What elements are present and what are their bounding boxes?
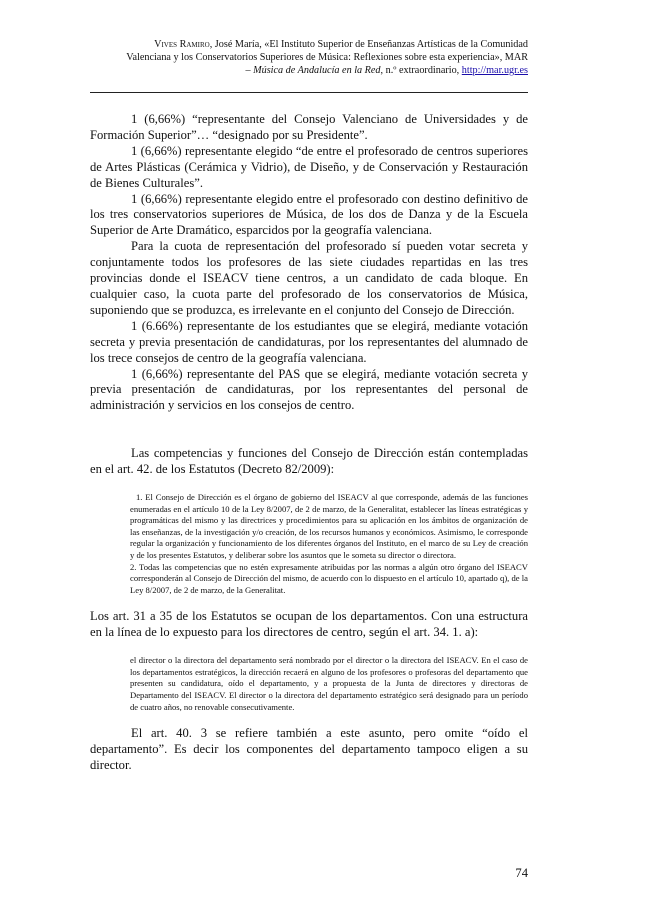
body-text	[90, 112, 528, 774]
page-number: 74	[515, 866, 528, 880]
spacer	[90, 596, 528, 609]
quote-1-item-1: 1. El Consejo de Dirección es el órgano de gobierno del ISEACV al que corresponde, además de las funciones enumeradas en el artículo 10 de la Ley 8/2007, de 2 de marzo, de la Generalitat, establecer las líneas estratégicas y programáticas del mismo y las directrices y procedimientos para su aplicación en los ámbitos de organización de las enseñanzas, de la investigación y/o creación, de los recursos humanos y económicos. Asimismo, le corresponde regular la organización y funcionamiento de los diferentes órganos del Instituto, en el marco de su Ley de creación y de los presentes Estatutos, y deliberar sobre los asuntos que le someta su director o directora.	[130, 492, 528, 560]
header-line-2: Valenciana y los Conservatorios Superiores de Música: Reflexiones sobre esta experiencia», MAR	[126, 52, 528, 63]
header-issue: , n.º extraordinario,	[380, 65, 462, 76]
header-journal: – Música de Andalucía en la Red	[245, 65, 381, 76]
paragraph-3: 1 (6,66%) representante elegido entre el profesorado con destino definitivo de los tres conservatorios superiores de Música, de los dos de Danza y de la Escuela Superior de Arte Dramático, esparcidos por la geografía valenciana.	[90, 191, 528, 238]
header-line-1-rest: , José María, «El Instituto Superior de Enseñanzas Artísticas de la Comunidad	[209, 39, 528, 50]
spacer	[90, 713, 528, 726]
paragraph-8: Los art. 31 a 35 de los Estatutos se ocupan de los departamentos. Con una estructura en la línea de lo expuesto para los directores de centro, según el art. 34. 1. a):	[90, 609, 528, 640]
spacer	[90, 478, 528, 492]
header-line-1	[90, 38, 528, 51]
paragraph-7: Las competencias y funciones del Consejo de Dirección están contempladas en el art. 42. de los Estatutos (Decreto 82/2009):	[90, 446, 528, 477]
block-quote-1	[130, 492, 528, 596]
paragraph-9: El art. 40. 3 se refiere también a este asunto, pero omite “oído el departamento”. Es decir los componentes del departamento tampoco eligen a su director.	[90, 726, 528, 772]
spacer	[90, 641, 528, 655]
paragraph-1: 1 (6,66%) “representante del Consejo Valenciano de Universidades y de Formación Superior”… “designado por su Presidente”.	[90, 112, 528, 142]
paragraph-5: 1 (6.66%) representante de los estudiantes que se elegirá, mediante votación secreta y previa presentación de candidaturas, por los representantes del alumnado de los trece consejos de centro de la geografía valenciana.	[90, 318, 528, 365]
block-quote-2	[130, 655, 528, 713]
header-line-3	[90, 64, 528, 77]
paragraph-6: 1 (6,66%) representante del PAS que se elegirá, mediante votación secreta y previa presentación de candidaturas, por los representantes del personal de administración y servicios en los consejos de centro.	[90, 366, 528, 413]
quote-2-text: el director o la directora del departamento será nombrado por el director o la directora del ISEACV. En el caso de los departamentos estratégicos, la dirección recaerá en alguno de los profesores o profesoras del departamento que presenten su candidatura, oído el departamento, y a propuesta de la Junta de directores y directoras de Departamento del ISEACV. El director o la directora del departamento estratégico será designado para un período de cuatro años, no renovable consecutivamente.	[130, 655, 528, 712]
header-link[interactable]: http://mar.ugr.es	[461, 65, 528, 76]
paragraph-4: Para la cuota de representación del profesorado sí pueden votar secreta y conjuntamente todos los profesores de las siete ciudades repartidas en las tres provincias donde el ISEACV tiene centros, a un candidato de cada bloque. En cualquier caso, la cuota parte del profesorado de los conservatorios de Música, suponiendo que se produzca, es irrelevante en el conjunto del Consejo de Dirección.	[90, 239, 528, 317]
running-header	[90, 38, 528, 77]
header-divider	[90, 92, 528, 93]
spacer	[90, 414, 528, 446]
paragraph-2: 1 (6,66%) representante elegido “de entre el profesorado de centros superiores de Artes Plásticas (Cerámica y Vidrio), de Diseño, y de Conservación y Restauración de Bienes Culturales”.	[90, 143, 528, 190]
header-author: Vives Ramiro	[154, 39, 210, 50]
quote-1-item-2: 2. Todas las competencias que no estén expresamente atribuidas por las normas a algún otro órgano del ISEACV corresponderán al Consejo de Dirección del mismo, de acuerdo con lo dispuesto en el artículo 10, apartado q), de la Ley 8/2007, de 2 de marzo, de la Generalitat.	[130, 561, 528, 595]
